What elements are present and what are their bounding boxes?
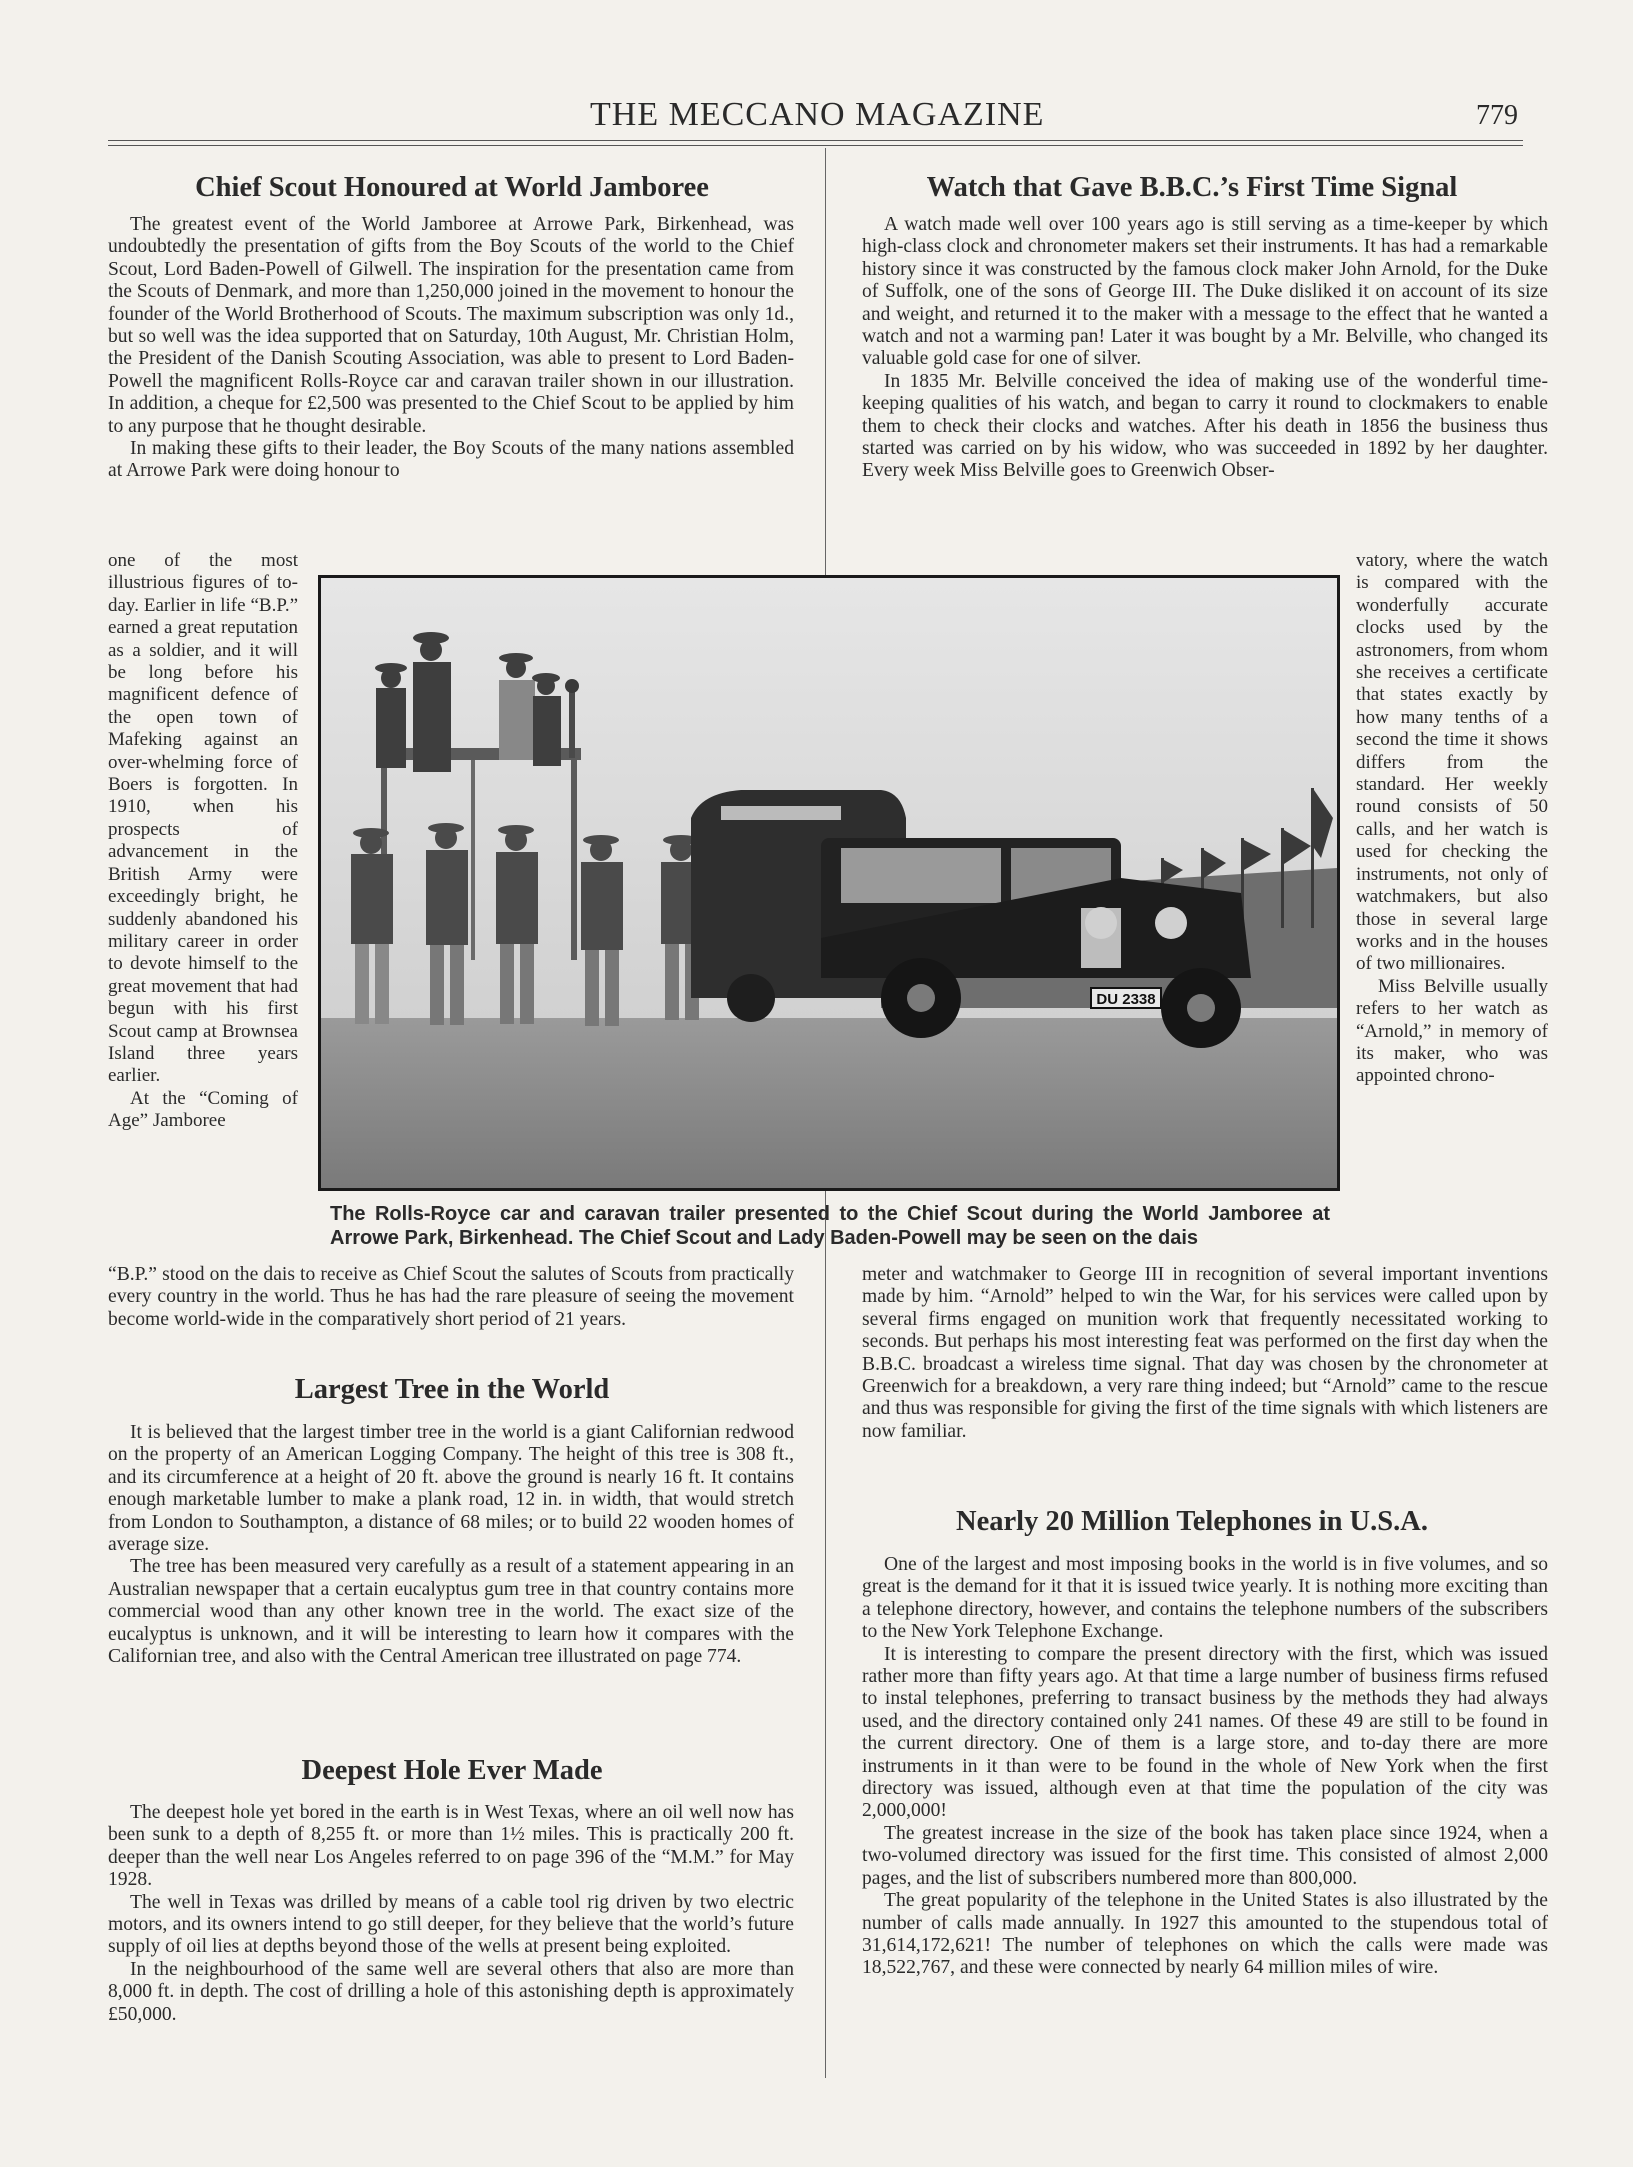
telephones-p3: The greatest increase in the size of the book has taken place since 1924, when a two-volumed directory was issued for the first time. This consisted of almost 2,000 pages, and the list of subscribers numbered more than 800,000.	[862, 1822, 1548, 1889]
chief-scout-p1: The greatest event of the World Jamboree at Arrowe Park, Birkenhead, was undoubtedly the presentation of gifts from the Boy Scouts of the world to the Chief Scout, Lord Baden-Powell of Gilwell. The inspiration for the presentation came from the Scouts of Denmark, and more than 1,250,000 joined in the movement to honour the founder of the World Brotherhood of Scouts. The maximum subscription was only 1d., but so well was the idea supported that on Saturday, 10th August, Mr. Christian Holm, the President of the Danish Scouting Association, was able to present to Lord Baden-Powell the magnificent Rolls-Royce car and caravan trailer shown in our illustration. In addition, a cheque for £2,500 was presented to the Chief Scout to be applied by him to any purpose that he thought desirable.	[108, 214, 794, 437]
chief-scout-body	[108, 214, 794, 483]
page-header	[0, 96, 1633, 136]
magazine-title: THE MECCANO MAGAZINE	[590, 96, 1045, 133]
telephones-heading: Nearly 20 Million Telephones in U.S.A.	[956, 1506, 1428, 1537]
watch-p1: A watch made well over 100 years ago is still serving as a time-keeper by which high-class clock and chronometer makers set their instruments. It has had a remarkable history since it was constructed by the famous clock maker John Arnold, for the Duke of Suffolk, one of the sons of George III. The Duke disliked it on account of its size and weight, and returned it to the maker with a message to the effect that he wanted a watch and not a warming pan! Later it was bought by a Mr. Belville, who changed its valuable gold case for one of silver.	[862, 214, 1548, 370]
deepest-hole-p3: In the neighbourhood of the same well are several others that also are more than 8,000 ft. in depth. The cost of drilling a hole of this astonishing depth is approximately £50,000.	[108, 1958, 794, 2025]
chief-scout-p2-side: one of the most illustrious figures of to-day. Earlier in life “B.P.” earned a great reputation as a soldier, and it will be long before his magnificent defence of the open town of Mafeking against an over-whelming force of Boers is forgotten. In 1910, when his prospects of advancement in the British Army were exceedingly bright, he suddenly abandoned his military career in order to devote himself to the great movement that had begun with his first Scout camp at Brownsea Island three years earlier.	[108, 550, 298, 1087]
watch-p3-rest: meter and watchmaker to George III in recognition of several important inventions made by him. “Arnold” helped to win the War, for his services were called upon by several firms engaged on munition work that frequently necessitated working to seconds. But perhaps his most interesting feat was performed on the first day when the B.B.C. broadcast a wireless time signal. That day was chosen by the chronometer at Greenwich for a breakdown, a very rare thing indeed; but “Arnold” came to the rescue and thus was responsible for giving the first of the time signals with which listeners are now familiar.	[862, 1264, 1548, 1442]
license-plate: DU 2338	[1096, 991, 1156, 1008]
header-rule-bottom	[108, 145, 1523, 146]
telephones-p1: One of the largest and most imposing books in the world is in five volumes, and so great is the demand for it that it is issued twice yearly. It is nothing more exciting than a telephone directory, however, and contains the telephone numbers of the subscribers to the New York Telephone Exchange.	[862, 1554, 1548, 1643]
watch-continued	[862, 1264, 1548, 1443]
deepest-hole-heading: Deepest Hole Ever Made	[301, 1755, 603, 1786]
chief-scout-heading: Chief Scout Honoured at World Jamboree	[195, 172, 709, 203]
watch-side-text	[1356, 550, 1548, 1088]
chief-scout-continued	[108, 1264, 794, 1331]
photo-illustration	[321, 578, 1337, 1188]
largest-tree-p2: The tree has been measured very carefully as a result of a statement appearing in an Australian newspaper that a certain eucalyptus gum tree in that country contains more commercial wood than any other known tree in the world. The exact size of the eucalyptus is unknown, and it will be interesting to learn how it compares with the Californian tree, and also with the Central American tree illustrated on page 774.	[108, 1556, 794, 1668]
watch-p2-side: vatory, where the watch is compared with the wonderfully accurate clocks used by the astronomers, from whom she receives a certificate that states exactly by how many tenths of a second the time it shows differs from the standard. Her weekly round consists of 50 calls, and her watch is used for checking the instruments, not only of watchmakers, but also those in several large works and in the houses of two millionaires.	[1356, 550, 1548, 975]
photo-caption: The Rolls-Royce car and caravan trailer presented to the Chief Scout during the World Jamboree at Arrowe Park, Birkenhead. The Chief Scout and Lady Baden-Powell may be seen on the dais	[330, 1203, 1330, 1249]
page-number: 779	[1476, 100, 1518, 131]
watch-p3-side: Miss Belville usually refers to her watch as “Arnold,” in memory of its maker, who was appointed chrono-	[1356, 975, 1548, 1087]
watch-heading: Watch that Gave B.B.C.’s First Time Signal	[926, 172, 1458, 203]
chief-scout-p2: In making these gifts to their leader, the Boy Scouts of the many nations assembled at Arrowe Park were doing honour to	[108, 438, 794, 482]
telephones-body	[862, 1554, 1548, 1980]
largest-tree-p1: It is believed that the largest timber tree in the world is a giant Californian redwood on the property of an American Logging Company. The height of this tree is 308 ft., and its circumference at a height of 20 ft. above the ground is nearly 16 ft. It contains enough marketable lumber to make a plank road, 12 in. in width, that would stretch from London to Southampton, a distance of 68 miles; or to build 22 wooden homes of average size.	[108, 1422, 794, 1556]
chief-scout-side-text	[108, 550, 298, 1133]
largest-tree-heading: Largest Tree in the World	[294, 1374, 610, 1405]
chief-scout-p3-side: At the “Coming of Age” Jamboree	[108, 1087, 298, 1132]
telephones-p2: It is interesting to compare the present directory with the first, which was issued rather more than fifty years ago. At that time a large number of business firms refused to instal telephones, preferring to transact business by the methods they had always used, and the directory contained only 241 names. Of these 49 are still to be found in the current directory. One of them is a large store, and to-day there are more instruments in it than were to be found in the whole of New York when the first directory was issued, although even at that time the population of the city was 2,000,000!	[862, 1643, 1548, 1822]
chief-scout-p3-rest: “B.P.” stood on the dais to receive as Chief Scout the salutes of Scouts from practically every country in the world. Thus he has had the rare pleasure of seeing the movement become world-wide in the comparatively short period of 21 years.	[108, 1264, 794, 1330]
deepest-hole-p2: The well in Texas was drilled by means of a cable tool rig driven by two electric motors, and its owners intend to go still deeper, for they believe that the world’s future supply of oil lies at depths beyond those of the wells at present being exploited.	[108, 1891, 794, 1958]
deepest-hole-p1: The deepest hole yet bored in the earth is in West Texas, where an oil well now has been sunk to a depth of 8,255 ft. or more than 1½ miles. This is practically 200 ft. deeper than the well near Los Angeles referred to on page 396 of the “M.M.” for May 1928.	[108, 1802, 794, 1891]
watch-body	[862, 214, 1548, 483]
largest-tree-body	[108, 1422, 794, 1668]
deepest-hole-body	[108, 1802, 794, 2026]
telephones-p4: The great popularity of the telephone in the United States is also illustrated by the number of calls made annually. In 1927 this amounted to the stupendous total of 31,614,172,621! The number of telephones on which the calls were made was 18,522,767, and these were connected by nearly 64 million miles of wire.	[862, 1890, 1548, 1979]
jamboree-photo	[318, 575, 1340, 1191]
watch-p2: In 1835 Mr. Belville conceived the idea of making use of the wonderful time-keeping qualities of his watch, and began to carry it round to clockmakers to enable them to check their clocks and watches. After his death in 1856 the business thus started was carried on by his widow, who was succeeded in 1892 by her daughter. Every week Miss Belville goes to Greenwich Obser-	[862, 370, 1548, 482]
header-rule-top	[108, 140, 1523, 141]
